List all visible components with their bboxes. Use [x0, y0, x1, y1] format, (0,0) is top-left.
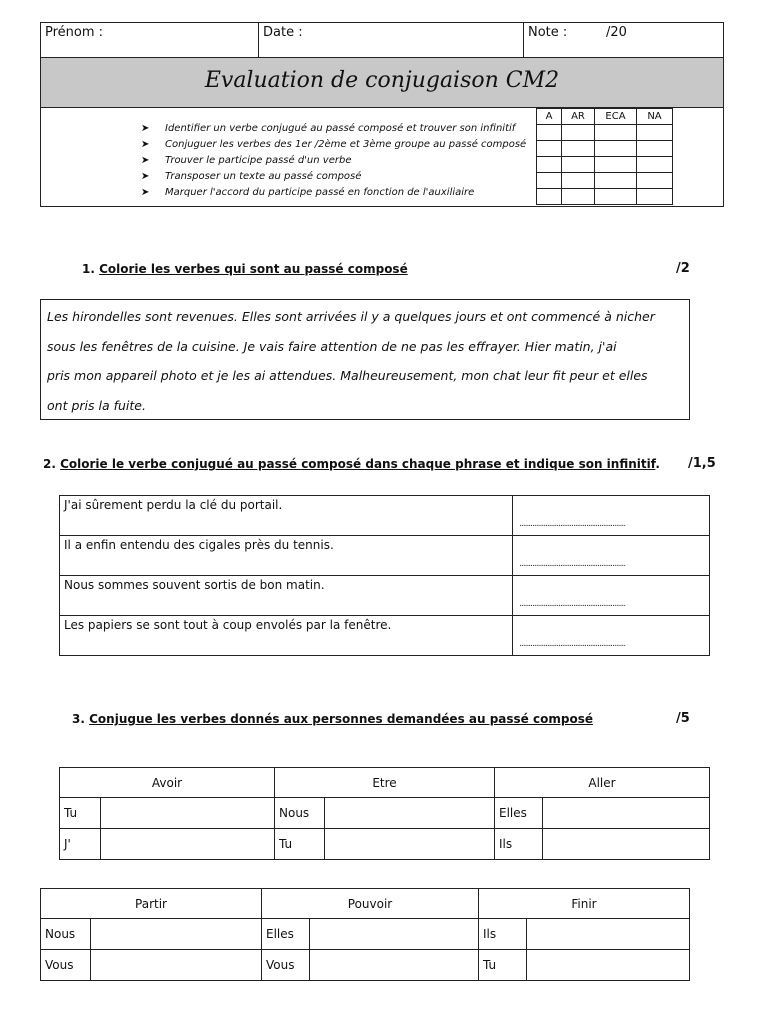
pronoun-label: Vous — [262, 950, 310, 981]
grid-cell[interactable] — [637, 189, 673, 205]
answer-cell[interactable] — [310, 950, 479, 981]
answer-dots: ......................................................... — [519, 559, 626, 569]
q2-sentence: Les papiers se sont tout à coup envolés par la fenêtre. — [60, 616, 513, 656]
header-info-row — [40, 22, 724, 58]
answer-cell[interactable] — [325, 798, 495, 829]
page-title: Evaluation de conjugaison CM2 — [204, 68, 560, 93]
grid-cell[interactable] — [637, 141, 673, 157]
verb-header-pouvoir: Pouvoir — [262, 889, 479, 919]
grid-cell[interactable] — [595, 173, 637, 189]
conjugation-table-1 — [59, 767, 710, 860]
grid-header-eca: ECA — [595, 109, 637, 125]
grid-cell[interactable] — [537, 141, 562, 157]
verb-header-avoir: Avoir — [60, 768, 275, 798]
grid-cell[interactable] — [562, 173, 595, 189]
q2-heading: 2. Colorie le verbe conjugué au passé composé dans chaque phrase et indique son infinitif. — [43, 457, 660, 471]
answer-dots: ......................................................... — [519, 599, 626, 609]
arrow-icon: ➤ — [141, 139, 150, 150]
verb-header-aller: Aller — [495, 768, 710, 798]
q1-text-line: Les hirondelles sont revenues. Elles sont arrivées il y a quelques jours et ont commencé à nicher — [47, 309, 655, 324]
skill-item: ➤ Conjuguer les verbes des 1er /2ème et 3ème groupe au passé composé — [141, 139, 527, 150]
q1-heading — [82, 262, 408, 276]
grid-cell[interactable] — [537, 157, 562, 173]
q3-title: Conjugue les verbes donnés aux personnes demandées au passé composé — [89, 712, 593, 726]
answer-cell[interactable] — [310, 919, 479, 950]
grid-cell[interactable] — [595, 141, 637, 157]
arrow-icon: ➤ — [141, 155, 150, 166]
grid-cell[interactable] — [595, 125, 637, 141]
skill-item: ➤ Identifier un verbe conjugué au passé composé et trouver son infinitif — [141, 123, 516, 134]
grid-header-a: A — [537, 109, 562, 125]
q1-number: 1. — [82, 262, 95, 276]
pronoun-label: Tu — [275, 829, 325, 860]
verb-header-partir: Partir — [41, 889, 262, 919]
verb-header-finir: Finir — [479, 889, 690, 919]
grid-cell[interactable] — [595, 189, 637, 205]
q2-sentence: Il a enfin entendu des cigales près du tennis. — [60, 536, 513, 576]
pronoun-label: Nous — [275, 798, 325, 829]
grid-cell[interactable] — [562, 141, 595, 157]
grid-cell[interactable] — [637, 157, 673, 173]
date-field[interactable] — [259, 23, 524, 57]
arrow-icon: ➤ — [141, 187, 150, 198]
skills-box — [40, 108, 724, 207]
q2-answer-field[interactable] — [513, 616, 710, 656]
verb-header-etre: Etre — [275, 768, 495, 798]
q2-number: 2. — [43, 457, 56, 471]
grid-cell[interactable] — [637, 173, 673, 189]
q1-text-line: pris mon appareil photo et je les ai attendues. Malheureusement, mon chat leur fit peur et elles — [47, 368, 648, 383]
arrow-icon: ➤ — [141, 123, 150, 134]
grid-cell[interactable] — [537, 125, 562, 141]
q2-table — [59, 495, 710, 656]
note-total: /20 — [606, 25, 627, 40]
q1-text-line: ont pris la fuite. — [47, 397, 146, 413]
title-band — [40, 58, 724, 108]
answer-cell[interactable] — [527, 919, 690, 950]
q1-title: Colorie les verbes qui sont au passé composé — [99, 262, 408, 276]
pronoun-label: Tu — [60, 798, 101, 829]
grid-cell[interactable] — [562, 157, 595, 173]
answer-cell[interactable] — [101, 798, 275, 829]
q1-text-line: sous les fenêtres de la cuisine. Je vais faire attention de ne pas les effrayer. Hier matin, j'ai — [47, 338, 617, 354]
grid-cell[interactable] — [562, 125, 595, 141]
q3-heading — [72, 712, 593, 726]
skill-item: ➤ Trouver le participe passé d'un verbe — [141, 155, 352, 166]
prenom-label: Prénom : — [45, 25, 104, 40]
grid-cell[interactable] — [562, 189, 595, 205]
answer-cell[interactable] — [101, 829, 275, 860]
pronoun-label: Elles — [495, 798, 543, 829]
prenom-field[interactable] — [41, 23, 259, 57]
answer-dots: ......................................................... — [519, 519, 626, 529]
q2-answer-field[interactable] — [513, 536, 710, 576]
q3-number: 3. — [72, 712, 85, 726]
pronoun-label: Vous — [41, 950, 91, 981]
q2-answer-field[interactable] — [513, 576, 710, 616]
grid-header-ar: AR — [562, 109, 595, 125]
pronoun-label: J' — [60, 829, 101, 860]
q2-sentence: Nous sommes souvent sortis de bon matin. — [60, 576, 513, 616]
assessment-grid — [536, 108, 673, 205]
answer-cell[interactable] — [543, 829, 710, 860]
pronoun-label: Ils — [479, 919, 527, 950]
skill-item: ➤ Transposer un texte au passé composé — [141, 171, 362, 182]
answer-cell[interactable] — [325, 829, 495, 860]
skill-item: ➤ Marquer l'accord du participe passé en fonction de l'auxiliaire — [141, 187, 475, 198]
arrow-icon: ➤ — [141, 171, 150, 182]
q1-text-box — [40, 299, 690, 420]
conjugation-table-2 — [40, 888, 690, 981]
pronoun-label: Ils — [495, 829, 543, 860]
note-field[interactable] — [524, 23, 723, 57]
answer-cell[interactable] — [91, 950, 262, 981]
pronoun-label: Nous — [41, 919, 91, 950]
grid-cell[interactable] — [637, 125, 673, 141]
pronoun-label: Elles — [262, 919, 310, 950]
grid-cell[interactable] — [537, 189, 562, 205]
note-label: Note : — [528, 25, 568, 40]
grid-cell[interactable] — [537, 173, 562, 189]
q3-score: /5 — [676, 711, 690, 726]
answer-cell[interactable] — [543, 798, 710, 829]
date-label: Date : — [263, 25, 303, 40]
q1-score: /2 — [676, 261, 690, 276]
q2-answer-field[interactable] — [513, 496, 710, 536]
answer-dots: ......................................................... — [519, 639, 626, 649]
q2-sentence: J'ai sûrement perdu la clé du portail. — [60, 496, 513, 536]
grid-cell[interactable] — [595, 157, 637, 173]
pronoun-label: Tu — [479, 950, 527, 981]
q2-title: Colorie le verbe conjugué au passé composé dans chaque phrase et indique son infinitif — [60, 457, 656, 471]
answer-cell[interactable] — [527, 950, 690, 981]
grid-header-na: NA — [637, 109, 673, 125]
answer-cell[interactable] — [91, 919, 262, 950]
q2-score: /1,5 — [688, 456, 716, 471]
